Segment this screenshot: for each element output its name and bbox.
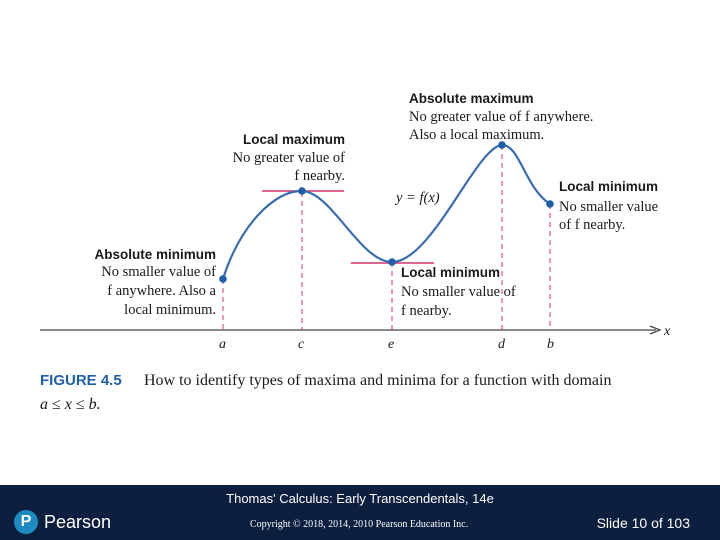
caption-line1: How to identify types of maxima and minima for a function with domain	[144, 372, 612, 389]
curve-label: y = f(x)	[396, 190, 440, 206]
local-min-center-title: Local minimum	[401, 265, 501, 280]
local-min-right-line1: No smaller value	[559, 199, 659, 215]
local-max-line2: f nearby.	[294, 168, 345, 184]
tick-b: b	[547, 337, 554, 352]
slide-number: Slide 10 of 103	[596, 515, 690, 531]
local-min-center-line1: No smaller value of	[401, 284, 516, 300]
local-min-right-title: Local minimum	[559, 179, 659, 194]
abs-max-title: Absolute maximum	[409, 91, 534, 106]
local-max-title: Local maximum	[242, 132, 345, 147]
caption-line2: a ≤ x ≤ b.	[40, 396, 101, 413]
local-min-center-line2: f nearby.	[401, 303, 452, 319]
local-min-right-line2: of f nearby.	[559, 217, 626, 233]
tick-a: a	[219, 337, 226, 352]
point-a	[219, 275, 227, 283]
abs-min-title: Absolute minimum	[94, 247, 216, 262]
abs-min-line2: f anywhere. Also a	[107, 283, 216, 299]
slide-footer	[0, 485, 720, 540]
abs-min-line1: No smaller value of	[101, 264, 216, 280]
abs-max-line1: No greater value of f anywhere.	[409, 109, 594, 125]
figure-number: FIGURE 4.5	[40, 372, 122, 389]
tick-d: d	[498, 337, 505, 352]
point-e	[388, 258, 396, 266]
footer-copyright: Copyright © 2018, 2014, 2010 Pearson Education Inc.	[250, 519, 469, 530]
local-max-line1: No greater value of	[232, 150, 345, 166]
abs-min-line3: local minimum.	[124, 302, 216, 318]
footer-title: Thomas' Calculus: Early Transcendentals, 14e	[226, 491, 494, 506]
x-axis-label: x	[664, 324, 671, 339]
pearson-p-icon: P	[14, 510, 38, 534]
pearson-logo	[14, 509, 111, 535]
abs-max-line2: Also a local maximum.	[409, 127, 545, 143]
tick-c: c	[298, 337, 305, 352]
point-b	[546, 200, 554, 208]
point-c	[298, 187, 306, 195]
pearson-logo-text: Pearson	[44, 511, 112, 532]
tick-e: e	[388, 337, 395, 352]
